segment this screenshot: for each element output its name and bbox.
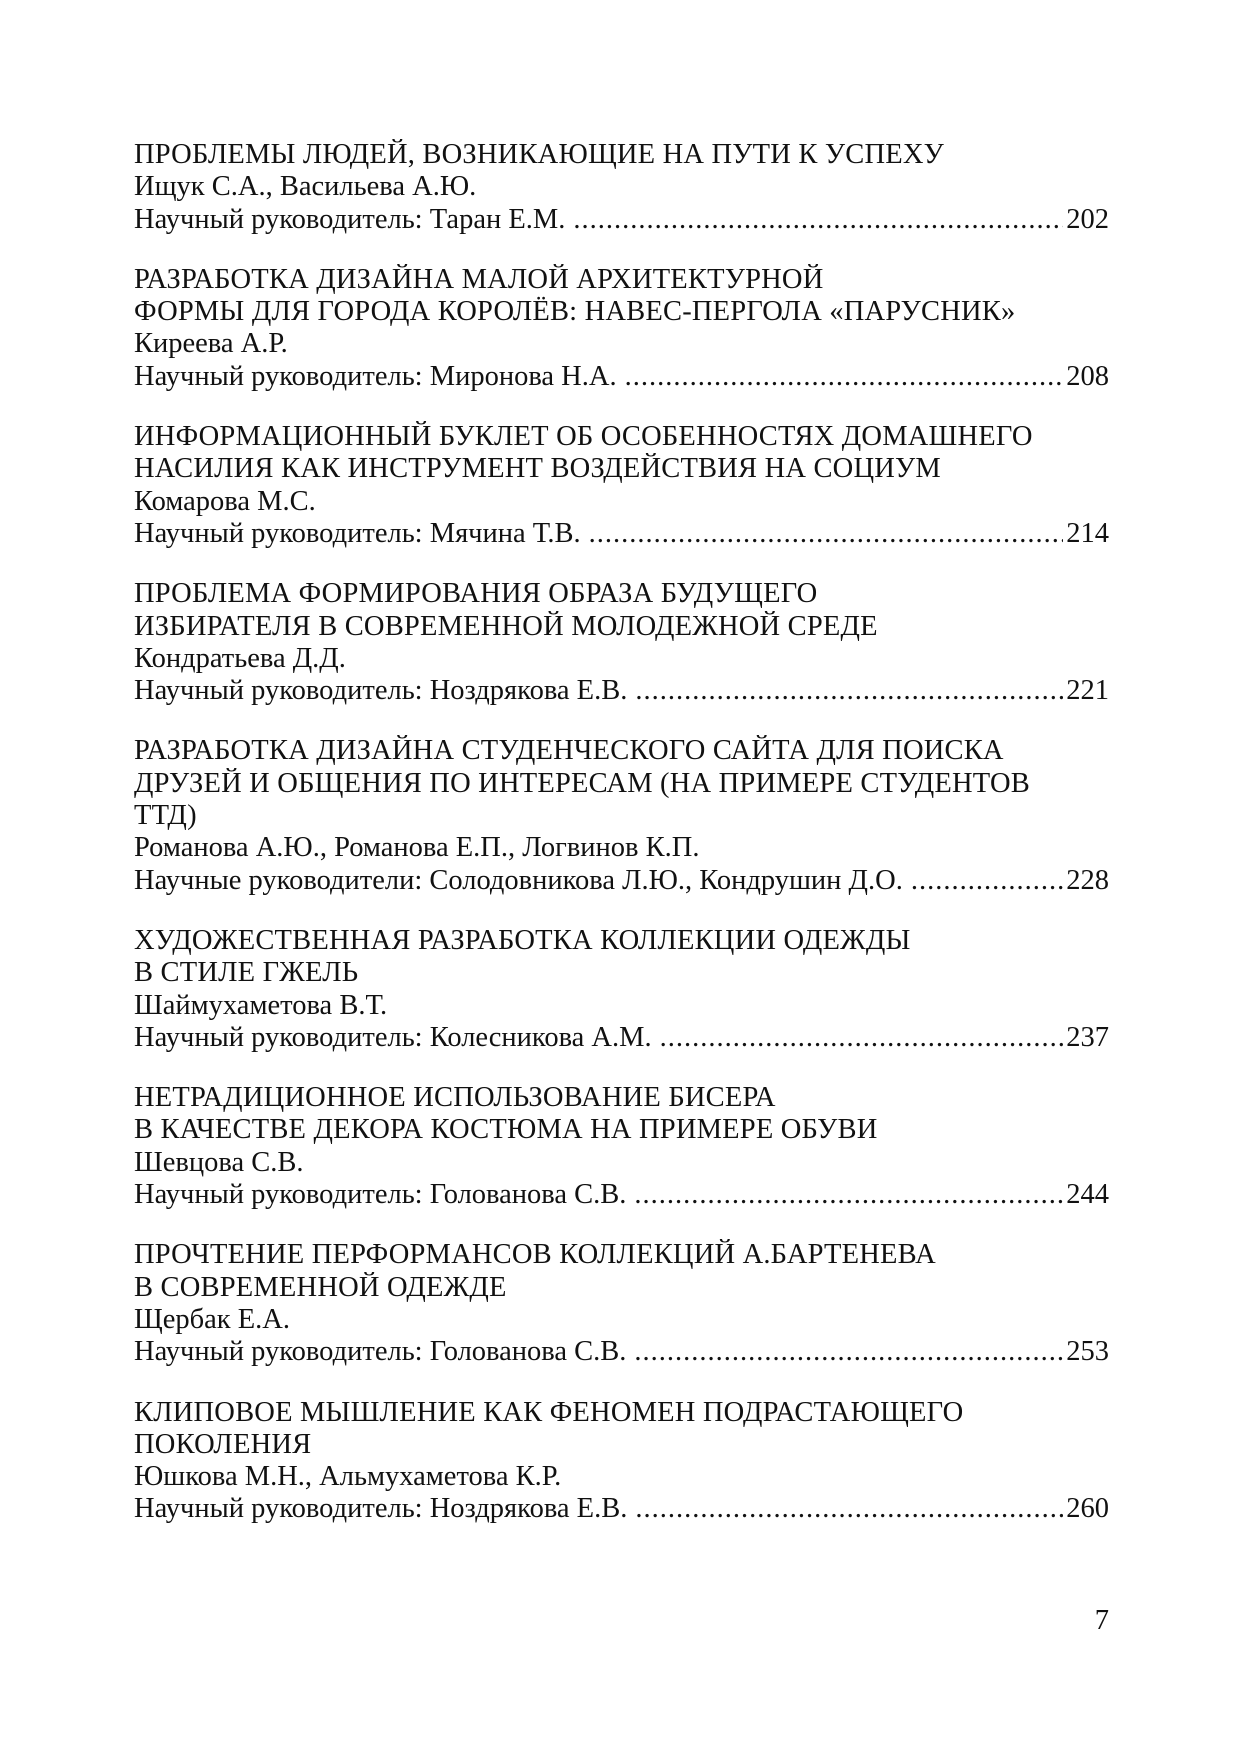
dot-leader xyxy=(573,204,1063,236)
toc-entry-supervisor: Научный руководитель: Мячина Т.В. xyxy=(134,517,581,549)
toc-entry-page-number: 253 xyxy=(1066,1336,1109,1368)
toc-entry xyxy=(134,578,1109,707)
toc-entry xyxy=(134,925,1109,1054)
toc-entry-title-line: ПРОБЛЕМА ФОРМИРОВАНИЯ ОБРАЗА БУДУЩЕГО xyxy=(134,578,818,610)
toc-entry-supervisor-row xyxy=(134,204,1109,236)
toc-entry xyxy=(134,139,1109,236)
toc-entry-page-number: 202 xyxy=(1066,203,1109,235)
toc-entry-page-number: 208 xyxy=(1066,360,1109,392)
toc-entry-title-line: ФОРМЫ ДЛЯ ГОРОДА КОРОЛЁВ: НАВЕС-ПЕРГОЛА «ПАРУСНИК» xyxy=(134,296,1016,328)
toc-entry-page-number: 214 xyxy=(1066,517,1109,549)
toc-entry-page-number: 237 xyxy=(1066,1021,1109,1053)
toc-entry-title-line: ИНФОРМАЦИОННЫЙ БУКЛЕТ ОБ ОСОБЕННОСТЯХ ДОМАШНЕГО xyxy=(134,421,1033,453)
toc-entry-supervisor-row xyxy=(134,865,1109,897)
toc-entry-supervisor: Научный руководитель: Ноздрякова Е.В. xyxy=(134,675,628,707)
toc-entry-title-line: ИЗБИРАТЕЛЯ В СОВРЕМЕННОЙ МОЛОДЕЖНОЙ СРЕДЕ xyxy=(134,610,878,642)
toc-entry-supervisor-row xyxy=(134,518,1109,550)
toc-entry-title-line: В СТИЛЕ ГЖЕЛЬ xyxy=(134,957,359,989)
dot-leader xyxy=(635,675,1063,707)
toc-entry xyxy=(134,1397,1109,1526)
toc-entry-authors: Шевцова С.В. xyxy=(134,1146,304,1178)
toc-entry-title-line: ПРОБЛЕМЫ ЛЮДЕЙ, ВОЗНИКАЮЩИЕ НА ПУТИ К УСПЕХУ xyxy=(134,139,945,170)
dot-leader xyxy=(634,1336,1063,1368)
toc-entry-supervisor: Научный руководитель: Колесникова А.М. xyxy=(134,1021,652,1053)
dot-leader xyxy=(589,518,1064,550)
toc-entry-title-line: В КАЧЕСТВЕ ДЕКОРА КОСТЮМА НА ПРИМЕРЕ ОБУВИ xyxy=(134,1114,878,1146)
toc-entry-supervisor-row xyxy=(134,1493,1109,1525)
toc-entry-page-number: 260 xyxy=(1066,1493,1109,1525)
toc-entry-authors: Щербак Е.А. xyxy=(134,1303,291,1335)
toc-entry-title-line: В СОВРЕМЕННОЙ ОДЕЖДЕ xyxy=(134,1271,507,1303)
toc-entry-page-number: 244 xyxy=(1066,1179,1109,1211)
toc-entry xyxy=(134,421,1109,550)
dot-leader xyxy=(660,1022,1064,1054)
toc-entry-page-number: 228 xyxy=(1066,864,1109,896)
toc-entry-title-line: НЕТРАДИЦИОННОЕ ИСПОЛЬЗОВАНИЕ БИСЕРА xyxy=(134,1082,776,1114)
toc-entry-supervisor: Научные руководители: Солодовникова Л.Ю., Кондрушин Д.О. xyxy=(134,864,903,896)
toc-entry xyxy=(134,1082,1109,1211)
toc-entry-supervisor-row xyxy=(134,1336,1109,1368)
dot-leader xyxy=(634,1179,1063,1211)
dot-leader xyxy=(911,865,1063,897)
toc-entry-authors: Кондратьева Д.Д. xyxy=(134,642,346,674)
toc-entry-supervisor-row xyxy=(134,361,1109,393)
toc-entry xyxy=(134,264,1109,393)
toc-entry-authors: Киреева А.Р. xyxy=(134,328,288,360)
toc-entry-authors: Ищук С.А., Васильева А.Ю. xyxy=(134,171,477,203)
toc-entry-title-line: НАСИЛИЯ КАК ИНСТРУМЕНТ ВОЗДЕЙСТВИЯ НА СОЦИУМ xyxy=(134,453,941,485)
toc-entry xyxy=(134,1239,1109,1368)
toc-entry-supervisor: Научный руководитель: Миронова Н.А. xyxy=(134,360,617,392)
toc-entry-title-line: ПРОЧТЕНИЕ ПЕРФОРМАНСОВ КОЛЛЕКЦИЙ А.БАРТЕНЕВА xyxy=(134,1239,936,1271)
toc-entry-title-line: РАЗРАБОТКА ДИЗАЙНА СТУДЕНЧЕСКОГО САЙТА ДЛЯ ПОИСКА xyxy=(134,735,1004,767)
dot-leader xyxy=(625,361,1064,393)
toc-entry-supervisor-row xyxy=(134,1179,1109,1211)
toc-entry-title-line: ТТД) xyxy=(134,800,197,832)
toc-entry-title-line: ДРУЗЕЙ И ОБЩЕНИЯ ПО ИНТЕРЕСАМ (НА ПРИМЕРЕ СТУДЕНТОВ xyxy=(134,767,1030,799)
toc-entry-supervisor: Научный руководитель: Голованова С.В. xyxy=(134,1179,627,1211)
toc-entry-page-number: 221 xyxy=(1066,675,1109,707)
page-number: 7 xyxy=(1094,1605,1109,1636)
toc-entry-supervisor-row xyxy=(134,675,1109,707)
toc-entry-title-line: КЛИПОВОЕ МЫШЛЕНИЕ КАК ФЕНОМЕН ПОДРАСТАЮЩЕГО xyxy=(134,1396,964,1428)
toc-entry-supervisor: Научный руководитель: Ноздрякова Е.В. xyxy=(134,1493,628,1525)
toc-entry-title-line: РАЗРАБОТКА ДИЗАЙНА МАЛОЙ АРХИТЕКТУРНОЙ xyxy=(134,263,824,295)
toc-entry-title-line: ПОКОЛЕНИЯ xyxy=(134,1428,312,1460)
toc-entry-authors: Юшкова М.Н., Альмухаметова К.Р. xyxy=(134,1461,562,1493)
toc-entry-supervisor: Научный руководитель: Таран Е.М. xyxy=(134,203,566,235)
toc-entry xyxy=(134,735,1109,896)
toc-entry-supervisor-row xyxy=(134,1022,1109,1054)
toc-entry-authors: Комарова М.С. xyxy=(134,485,316,517)
toc-entry-title-line: ХУДОЖЕСТВЕННАЯ РАЗРАБОТКА КОЛЛЕКЦИИ ОДЕЖДЫ xyxy=(134,924,911,956)
toc-entry-authors: Шаймухаметова В.Т. xyxy=(134,989,388,1021)
toc-entry-supervisor: Научный руководитель: Голованова С.В. xyxy=(134,1336,627,1368)
dot-leader xyxy=(635,1493,1063,1525)
toc-entry-authors: Романова А.Ю., Романова Е.П., Логвинов К.П. xyxy=(134,832,700,864)
table-of-contents xyxy=(134,139,1109,1554)
